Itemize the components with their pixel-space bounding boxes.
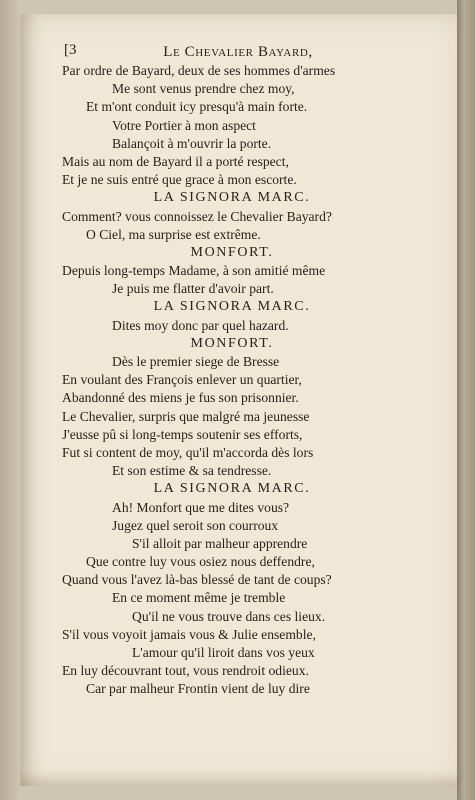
- verse-line: Par ordre de Bayard, deux de ses hommes d'armes: [62, 63, 336, 78]
- verse-line: Que contre luy vous osiez nous deffendre,: [86, 554, 315, 570]
- verse-line: Votre Portier à mon aspect: [112, 117, 256, 133]
- verse-line: Fut si content de moy, qu'il m'accorda dès lors: [62, 444, 314, 460]
- speaker-name: LA SIGNORA MARC.: [153, 481, 311, 497]
- verse-line: Balançoit à m'ouvrir la porte.: [112, 135, 272, 151]
- play-text: [62, 62, 402, 699]
- speaker-name: LA SIGNORA MARC.: [153, 299, 311, 315]
- verse-line: En ce moment même je tremble: [112, 590, 286, 606]
- verse-line: Car par malheur Frontin vient de luy dire: [86, 681, 310, 697]
- verse-line: Et son estime & sa tendresse.: [112, 463, 272, 479]
- verse-line: Jugez quel seroit son courroux: [112, 517, 279, 533]
- verse-line: Quand vous l'avez là-bas blessé de tant de coups?: [62, 572, 332, 588]
- verse-line: Abandonné des miens je fus son prisonnier.: [62, 390, 299, 406]
- verse-line: En voulant des François enlever un quartier,: [62, 372, 302, 388]
- verse-line: S'il alloit par malheur apprendre: [132, 535, 308, 551]
- verse-line: Dès le premier siege de Bresse: [112, 354, 280, 369]
- verse-line: O Ciel, ma surprise est extrême.: [86, 226, 261, 242]
- verse-line: Et m'ont conduit icy presqu'à main forte.: [86, 99, 308, 115]
- running-title: Le Chevalier Bayard,: [163, 44, 313, 60]
- verse-line: Et je ne suis entré que grace à mon escorte.: [62, 172, 297, 188]
- speaker-name: MONFORT.: [190, 335, 274, 351]
- verse-line: S'il vous voyoit jamais vous & Julie ensemble,: [62, 626, 316, 642]
- book-spine-edge: [457, 0, 475, 800]
- verse-line: Depuis long-temps Madame, à son amitié même: [62, 263, 326, 279]
- verse-line: Ah! Monfort que me dites vous?: [112, 499, 290, 515]
- scan-background-left: [0, 0, 20, 800]
- page-header: [64, 44, 394, 64]
- verse-line: Mais au nom de Bayard il a porté respect,: [62, 153, 289, 169]
- verse-line: Me sont venus prendre chez moy,: [112, 81, 295, 97]
- verse-line: Comment? vous connoissez le Chevalier Bayard?: [62, 208, 332, 224]
- verse-line: Qu'il ne vous trouve dans ces lieux.: [132, 608, 326, 624]
- speaker-name: LA SIGNORA MARC.: [153, 190, 311, 206]
- page-folio: [3: [64, 42, 77, 58]
- verse-line: L'amour qu'il liroit dans vos yeux: [132, 645, 315, 660]
- verse-line: Dites moy donc par quel hazard.: [112, 317, 289, 333]
- page-bottom-shade: [20, 770, 460, 786]
- speaker-name: MONFORT.: [190, 244, 274, 260]
- verse-line: En luy découvrant tout, vous rendroit odieux.: [62, 663, 309, 679]
- verse-line: Le Chevalier, surpris que malgré ma jeunesse: [62, 408, 310, 424]
- verse-line: Je puis me flatter d'avoir part.: [112, 281, 274, 297]
- verse-line: J'eusse pû si long-temps soutenir ses efforts,: [62, 426, 303, 442]
